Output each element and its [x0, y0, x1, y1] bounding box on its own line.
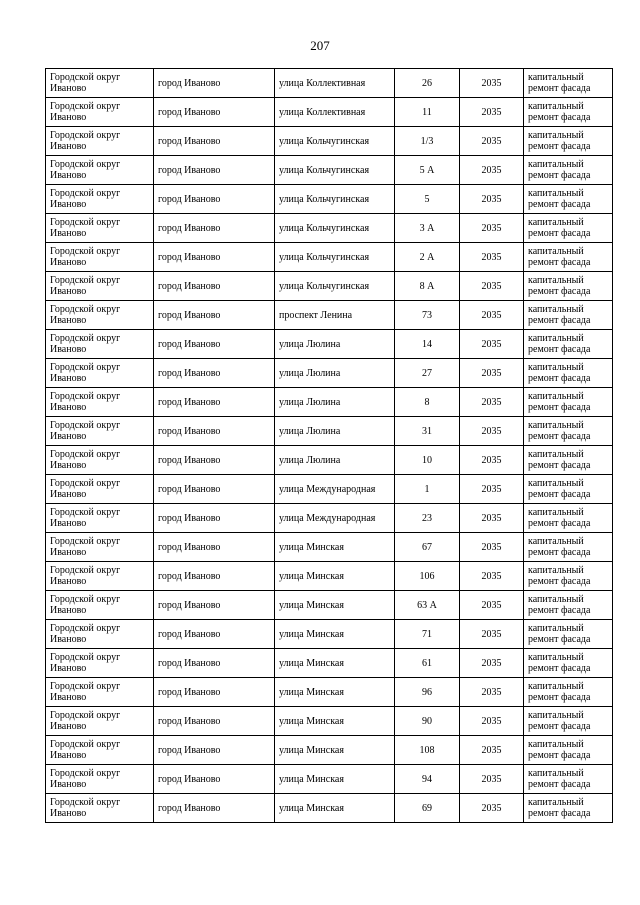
okrug-type: Городской округ	[50, 333, 121, 344]
work-type-cell	[524, 794, 613, 823]
okrug-cell	[46, 214, 154, 243]
table-row	[46, 330, 613, 359]
work-type-line2: ремонт фасада	[528, 257, 591, 268]
table-row	[46, 156, 613, 185]
city-cell: город Иваново	[154, 417, 275, 446]
okrug-type: Городской округ	[50, 188, 121, 199]
okrug-cell	[46, 388, 154, 417]
work-type-line2: ремонт фасада	[528, 779, 591, 790]
city-cell: город Иваново	[154, 330, 275, 359]
work-type-line1: капитальный	[528, 420, 584, 431]
house-number-cell: 27	[395, 359, 460, 388]
work-type-line2: ремонт фасада	[528, 112, 591, 123]
table-row	[46, 417, 613, 446]
house-number-cell: 90	[395, 707, 460, 736]
city-cell: город Иваново	[154, 765, 275, 794]
work-type-line1: капитальный	[528, 652, 584, 663]
work-type-line2: ремонт фасада	[528, 605, 591, 616]
street-cell: улица Минская	[275, 707, 395, 736]
okrug-cell	[46, 417, 154, 446]
okrug-cell	[46, 98, 154, 127]
work-type-line1: капитальный	[528, 536, 584, 547]
table-row	[46, 533, 613, 562]
house-number-cell: 10	[395, 446, 460, 475]
city-cell: город Иваново	[154, 794, 275, 823]
work-type-line2: ремонт фасада	[528, 663, 591, 674]
work-type-cell	[524, 765, 613, 794]
year-cell: 2035	[460, 678, 524, 707]
okrug-cell	[46, 185, 154, 214]
work-type-cell	[524, 243, 613, 272]
okrug-name: Иваново	[50, 257, 87, 268]
okrug-type: Городской округ	[50, 681, 121, 692]
city-cell: город Иваново	[154, 69, 275, 98]
house-number-cell: 108	[395, 736, 460, 765]
city-cell: город Иваново	[154, 562, 275, 591]
okrug-name: Иваново	[50, 663, 87, 674]
year-cell: 2035	[460, 417, 524, 446]
table-row	[46, 272, 613, 301]
okrug-cell	[46, 620, 154, 649]
year-cell: 2035	[460, 359, 524, 388]
okrug-cell	[46, 678, 154, 707]
street-cell: улица Кольчугинская	[275, 127, 395, 156]
street-cell: улица Кольчугинская	[275, 156, 395, 185]
okrug-type: Городской округ	[50, 391, 121, 402]
year-cell: 2035	[460, 330, 524, 359]
okrug-cell	[46, 649, 154, 678]
okrug-type: Городской округ	[50, 710, 121, 721]
page-number: 207	[310, 38, 330, 53]
okrug-cell	[46, 765, 154, 794]
work-type-line1: капитальный	[528, 101, 584, 112]
okrug-name: Иваново	[50, 402, 87, 413]
house-number-cell: 31	[395, 417, 460, 446]
okrug-cell	[46, 127, 154, 156]
street-cell: улица Люлина	[275, 446, 395, 475]
house-number-cell: 2 А	[395, 243, 460, 272]
okrug-cell	[46, 69, 154, 98]
work-type-line1: капитальный	[528, 217, 584, 228]
house-number-cell: 71	[395, 620, 460, 649]
table-row	[46, 69, 613, 98]
okrug-cell	[46, 446, 154, 475]
street-cell: улица Минская	[275, 649, 395, 678]
year-cell: 2035	[460, 649, 524, 678]
year-cell: 2035	[460, 156, 524, 185]
table-row	[46, 620, 613, 649]
work-type-line2: ремонт фасада	[528, 373, 591, 384]
table-row	[46, 446, 613, 475]
work-type-line1: капитальный	[528, 130, 584, 141]
okrug-name: Иваново	[50, 286, 87, 297]
work-type-line1: капитальный	[528, 275, 584, 286]
street-cell: улица Минская	[275, 765, 395, 794]
work-type-line1: капитальный	[528, 246, 584, 257]
city-cell: город Иваново	[154, 214, 275, 243]
okrug-name: Иваново	[50, 489, 87, 500]
okrug-name: Иваново	[50, 344, 87, 355]
work-type-line2: ремонт фасада	[528, 634, 591, 645]
okrug-cell	[46, 243, 154, 272]
house-number-cell: 14	[395, 330, 460, 359]
table-row	[46, 707, 613, 736]
work-type-line1: капитальный	[528, 739, 584, 750]
house-number-cell: 63 А	[395, 591, 460, 620]
okrug-type: Городской округ	[50, 797, 121, 808]
work-type-line2: ремонт фасада	[528, 750, 591, 761]
okrug-cell	[46, 156, 154, 185]
work-type-line2: ремонт фасада	[528, 344, 591, 355]
year-cell: 2035	[460, 620, 524, 649]
work-type-line1: капитальный	[528, 391, 584, 402]
year-cell: 2035	[460, 562, 524, 591]
city-cell: город Иваново	[154, 620, 275, 649]
okrug-type: Городской округ	[50, 362, 121, 373]
work-type-line2: ремонт фасада	[528, 141, 591, 152]
work-type-line1: капитальный	[528, 565, 584, 576]
work-type-cell	[524, 475, 613, 504]
okrug-name: Иваново	[50, 83, 87, 94]
year-cell: 2035	[460, 736, 524, 765]
work-type-line2: ремонт фасада	[528, 721, 591, 732]
okrug-type: Городской округ	[50, 304, 121, 315]
house-number-cell: 26	[395, 69, 460, 98]
city-cell: город Иваново	[154, 707, 275, 736]
okrug-name: Иваново	[50, 576, 87, 587]
okrug-name: Иваново	[50, 634, 87, 645]
work-type-cell	[524, 185, 613, 214]
year-cell: 2035	[460, 504, 524, 533]
work-type-line1: капитальный	[528, 797, 584, 808]
table-row	[46, 359, 613, 388]
street-cell: улица Минская	[275, 533, 395, 562]
work-type-line2: ремонт фасада	[528, 431, 591, 442]
city-cell: город Иваново	[154, 388, 275, 417]
okrug-name: Иваново	[50, 750, 87, 761]
okrug-cell	[46, 272, 154, 301]
okrug-type: Городской округ	[50, 478, 121, 489]
work-type-line1: капитальный	[528, 362, 584, 373]
okrug-name: Иваново	[50, 518, 87, 529]
work-type-line2: ремонт фасада	[528, 808, 591, 819]
work-type-line2: ремонт фасада	[528, 518, 591, 529]
work-type-cell	[524, 620, 613, 649]
house-number-cell: 3 А	[395, 214, 460, 243]
work-type-line1: капитальный	[528, 333, 584, 344]
okrug-type: Городской округ	[50, 217, 121, 228]
city-cell: город Иваново	[154, 446, 275, 475]
street-cell: улица Коллективная	[275, 98, 395, 127]
year-cell: 2035	[460, 214, 524, 243]
year-cell: 2035	[460, 98, 524, 127]
work-type-line2: ремонт фасада	[528, 547, 591, 558]
street-cell: улица Кольчугинская	[275, 272, 395, 301]
work-type-line1: капитальный	[528, 449, 584, 460]
okrug-cell	[46, 475, 154, 504]
work-type-line1: капитальный	[528, 594, 584, 605]
city-cell: город Иваново	[154, 504, 275, 533]
okrug-cell	[46, 707, 154, 736]
work-type-cell	[524, 533, 613, 562]
okrug-name: Иваново	[50, 460, 87, 471]
work-type-line2: ремонт фасада	[528, 576, 591, 587]
year-cell: 2035	[460, 446, 524, 475]
okrug-type: Городской округ	[50, 246, 121, 257]
okrug-name: Иваново	[50, 199, 87, 210]
table-row	[46, 214, 613, 243]
street-cell: улица Международная	[275, 504, 395, 533]
work-type-line2: ремонт фасада	[528, 460, 591, 471]
table-row	[46, 475, 613, 504]
okrug-type: Городской округ	[50, 449, 121, 460]
work-type-cell	[524, 736, 613, 765]
year-cell: 2035	[460, 765, 524, 794]
work-type-line1: капитальный	[528, 768, 584, 779]
house-number-cell: 23	[395, 504, 460, 533]
year-cell: 2035	[460, 69, 524, 98]
work-type-cell	[524, 156, 613, 185]
work-type-line2: ремонт фасада	[528, 228, 591, 239]
street-cell: улица Минская	[275, 794, 395, 823]
year-cell: 2035	[460, 185, 524, 214]
work-type-cell	[524, 649, 613, 678]
street-cell: улица Кольчугинская	[275, 243, 395, 272]
okrug-cell	[46, 504, 154, 533]
table-row	[46, 765, 613, 794]
okrug-type: Городской округ	[50, 623, 121, 634]
okrug-name: Иваново	[50, 808, 87, 819]
work-type-line2: ремонт фасада	[528, 315, 591, 326]
work-type-line1: капитальный	[528, 304, 584, 315]
okrug-type: Городской округ	[50, 159, 121, 170]
house-number-cell: 96	[395, 678, 460, 707]
work-type-cell	[524, 69, 613, 98]
okrug-name: Иваново	[50, 721, 87, 732]
okrug-name: Иваново	[50, 779, 87, 790]
house-number-cell: 73	[395, 301, 460, 330]
street-cell: улица Люлина	[275, 330, 395, 359]
city-cell: город Иваново	[154, 591, 275, 620]
okrug-cell	[46, 591, 154, 620]
work-type-line1: капитальный	[528, 188, 584, 199]
table-body	[46, 69, 613, 823]
work-type-cell	[524, 330, 613, 359]
table-row	[46, 562, 613, 591]
table-row	[46, 591, 613, 620]
okrug-cell	[46, 533, 154, 562]
work-type-line1: капитальный	[528, 72, 584, 83]
street-cell: улица Люлина	[275, 359, 395, 388]
year-cell: 2035	[460, 243, 524, 272]
okrug-type: Городской округ	[50, 594, 121, 605]
work-type-cell	[524, 214, 613, 243]
street-cell: улица Минская	[275, 562, 395, 591]
work-type-line2: ремонт фасада	[528, 692, 591, 703]
table-row	[46, 185, 613, 214]
work-type-line1: капитальный	[528, 507, 584, 518]
work-type-cell	[524, 707, 613, 736]
okrug-type: Городской округ	[50, 130, 121, 141]
work-type-line2: ремонт фасада	[528, 83, 591, 94]
table-row	[46, 678, 613, 707]
okrug-name: Иваново	[50, 112, 87, 123]
work-type-cell	[524, 127, 613, 156]
okrug-name: Иваново	[50, 228, 87, 239]
city-cell: город Иваново	[154, 736, 275, 765]
year-cell: 2035	[460, 533, 524, 562]
city-cell: город Иваново	[154, 127, 275, 156]
house-number-cell: 8	[395, 388, 460, 417]
table-row	[46, 98, 613, 127]
work-type-cell	[524, 417, 613, 446]
okrug-name: Иваново	[50, 373, 87, 384]
work-type-cell	[524, 272, 613, 301]
city-cell: город Иваново	[154, 98, 275, 127]
okrug-cell	[46, 562, 154, 591]
city-cell: город Иваново	[154, 475, 275, 504]
year-cell: 2035	[460, 388, 524, 417]
okrug-type: Городской округ	[50, 420, 121, 431]
city-cell: город Иваново	[154, 185, 275, 214]
work-type-line1: капитальный	[528, 710, 584, 721]
table-row	[46, 388, 613, 417]
house-number-cell: 67	[395, 533, 460, 562]
okrug-name: Иваново	[50, 170, 87, 181]
work-type-cell	[524, 359, 613, 388]
okrug-type: Городской округ	[50, 275, 121, 286]
street-cell: улица Международная	[275, 475, 395, 504]
table-row	[46, 736, 613, 765]
city-cell: город Иваново	[154, 301, 275, 330]
okrug-cell	[46, 736, 154, 765]
work-type-cell	[524, 504, 613, 533]
okrug-type: Городской округ	[50, 739, 121, 750]
city-cell: город Иваново	[154, 243, 275, 272]
house-number-cell: 5 А	[395, 156, 460, 185]
okrug-type: Городской округ	[50, 768, 121, 779]
street-cell: улица Минская	[275, 736, 395, 765]
house-number-cell: 61	[395, 649, 460, 678]
year-cell: 2035	[460, 475, 524, 504]
year-cell: 2035	[460, 707, 524, 736]
housing-registry-table	[45, 68, 613, 823]
year-cell: 2035	[460, 301, 524, 330]
okrug-name: Иваново	[50, 692, 87, 703]
work-type-cell	[524, 446, 613, 475]
okrug-name: Иваново	[50, 141, 87, 152]
work-type-line1: капитальный	[528, 478, 584, 489]
year-cell: 2035	[460, 127, 524, 156]
street-cell: улица Минская	[275, 620, 395, 649]
year-cell: 2035	[460, 272, 524, 301]
okrug-type: Городской округ	[50, 72, 121, 83]
work-type-line2: ремонт фасада	[528, 489, 591, 500]
street-cell: улица Коллективная	[275, 69, 395, 98]
street-cell: улица Люлина	[275, 388, 395, 417]
house-number-cell: 94	[395, 765, 460, 794]
work-type-line1: капитальный	[528, 623, 584, 634]
street-cell: улица Кольчугинская	[275, 185, 395, 214]
table-row	[46, 504, 613, 533]
street-cell: улица Минская	[275, 678, 395, 707]
street-cell: проспект Ленина	[275, 301, 395, 330]
city-cell: город Иваново	[154, 272, 275, 301]
okrug-name: Иваново	[50, 315, 87, 326]
house-number-cell: 5	[395, 185, 460, 214]
city-cell: город Иваново	[154, 359, 275, 388]
work-type-line1: капитальный	[528, 681, 584, 692]
street-cell: улица Минская	[275, 591, 395, 620]
work-type-line2: ремонт фасада	[528, 199, 591, 210]
okrug-type: Городской округ	[50, 565, 121, 576]
house-number-cell: 1	[395, 475, 460, 504]
okrug-cell	[46, 794, 154, 823]
work-type-cell	[524, 591, 613, 620]
work-type-line1: капитальный	[528, 159, 584, 170]
city-cell: город Иваново	[154, 649, 275, 678]
year-cell: 2035	[460, 591, 524, 620]
okrug-name: Иваново	[50, 547, 87, 558]
house-number-cell: 106	[395, 562, 460, 591]
work-type-cell	[524, 301, 613, 330]
okrug-type: Городской округ	[50, 101, 121, 112]
okrug-type: Городской округ	[50, 507, 121, 518]
street-cell: улица Кольчугинская	[275, 214, 395, 243]
street-cell: улица Люлина	[275, 417, 395, 446]
work-type-cell	[524, 388, 613, 417]
okrug-cell	[46, 359, 154, 388]
table-row	[46, 649, 613, 678]
table-row	[46, 243, 613, 272]
city-cell: город Иваново	[154, 678, 275, 707]
city-cell: город Иваново	[154, 533, 275, 562]
year-cell: 2035	[460, 794, 524, 823]
okrug-cell	[46, 330, 154, 359]
city-cell: город Иваново	[154, 156, 275, 185]
okrug-name: Иваново	[50, 605, 87, 616]
okrug-cell	[46, 301, 154, 330]
table-row	[46, 127, 613, 156]
okrug-type: Городской округ	[50, 652, 121, 663]
house-number-cell: 1/3	[395, 127, 460, 156]
work-type-cell	[524, 562, 613, 591]
work-type-cell	[524, 678, 613, 707]
work-type-line2: ремонт фасада	[528, 170, 591, 181]
okrug-name: Иваново	[50, 431, 87, 442]
work-type-line2: ремонт фасада	[528, 402, 591, 413]
table-row	[46, 794, 613, 823]
house-number-cell: 11	[395, 98, 460, 127]
table-row	[46, 301, 613, 330]
okrug-type: Городской округ	[50, 536, 121, 547]
work-type-line2: ремонт фасада	[528, 286, 591, 297]
house-number-cell: 69	[395, 794, 460, 823]
house-number-cell: 8 А	[395, 272, 460, 301]
work-type-cell	[524, 98, 613, 127]
